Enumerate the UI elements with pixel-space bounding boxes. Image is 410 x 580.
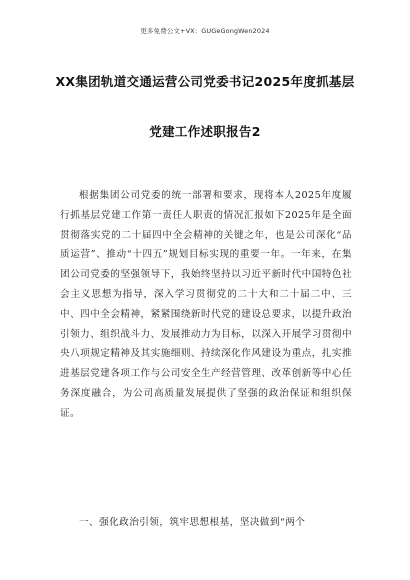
body-paragraph-1: 根据集团公司党委的统一部署和要求，现将本人2025年度履行抓基层党建工作第一责任人职责的情况汇报如下2025年是全面贯彻落实党的二十届四中全会精神的关键之年，也是公司深化“品质运营”、推动“十四五”规划目标实现的重要一年。一年来，在集团公司党委的坚强领导下，我始终坚持以习近平新时代中国特色社会主义思想为指导，深入学习贯彻党的二十大和二十届二中、三中、四中全会精神，紧紧围绕新时代党的建设总要求，以提升政治引领力、组织战斗力、发展推动力为目标，以深入开展学习贯彻中央八项规定精神及其实施细则、持续深化作风建设为重点，扎实推进基层党建各项工作与公司安全生产经营管理、改革创新等中心任务深度融合，为公司高质量发展提供了坚强的政治保证和组织保证。: [60, 190, 352, 419]
document-title-line-1: XX集团轨道交通运营公司党委书记2025年度抓基层: [55, 74, 355, 89]
header-note: 更多免费公文+VX：GUGeGongWen2024: [140, 27, 270, 35]
document-title-line-2: 党建工作述职报告2: [149, 124, 261, 139]
body-paragraph-2: 一、强化政治引领，筑牢思想根基，坚决做到“两个: [79, 517, 306, 528]
